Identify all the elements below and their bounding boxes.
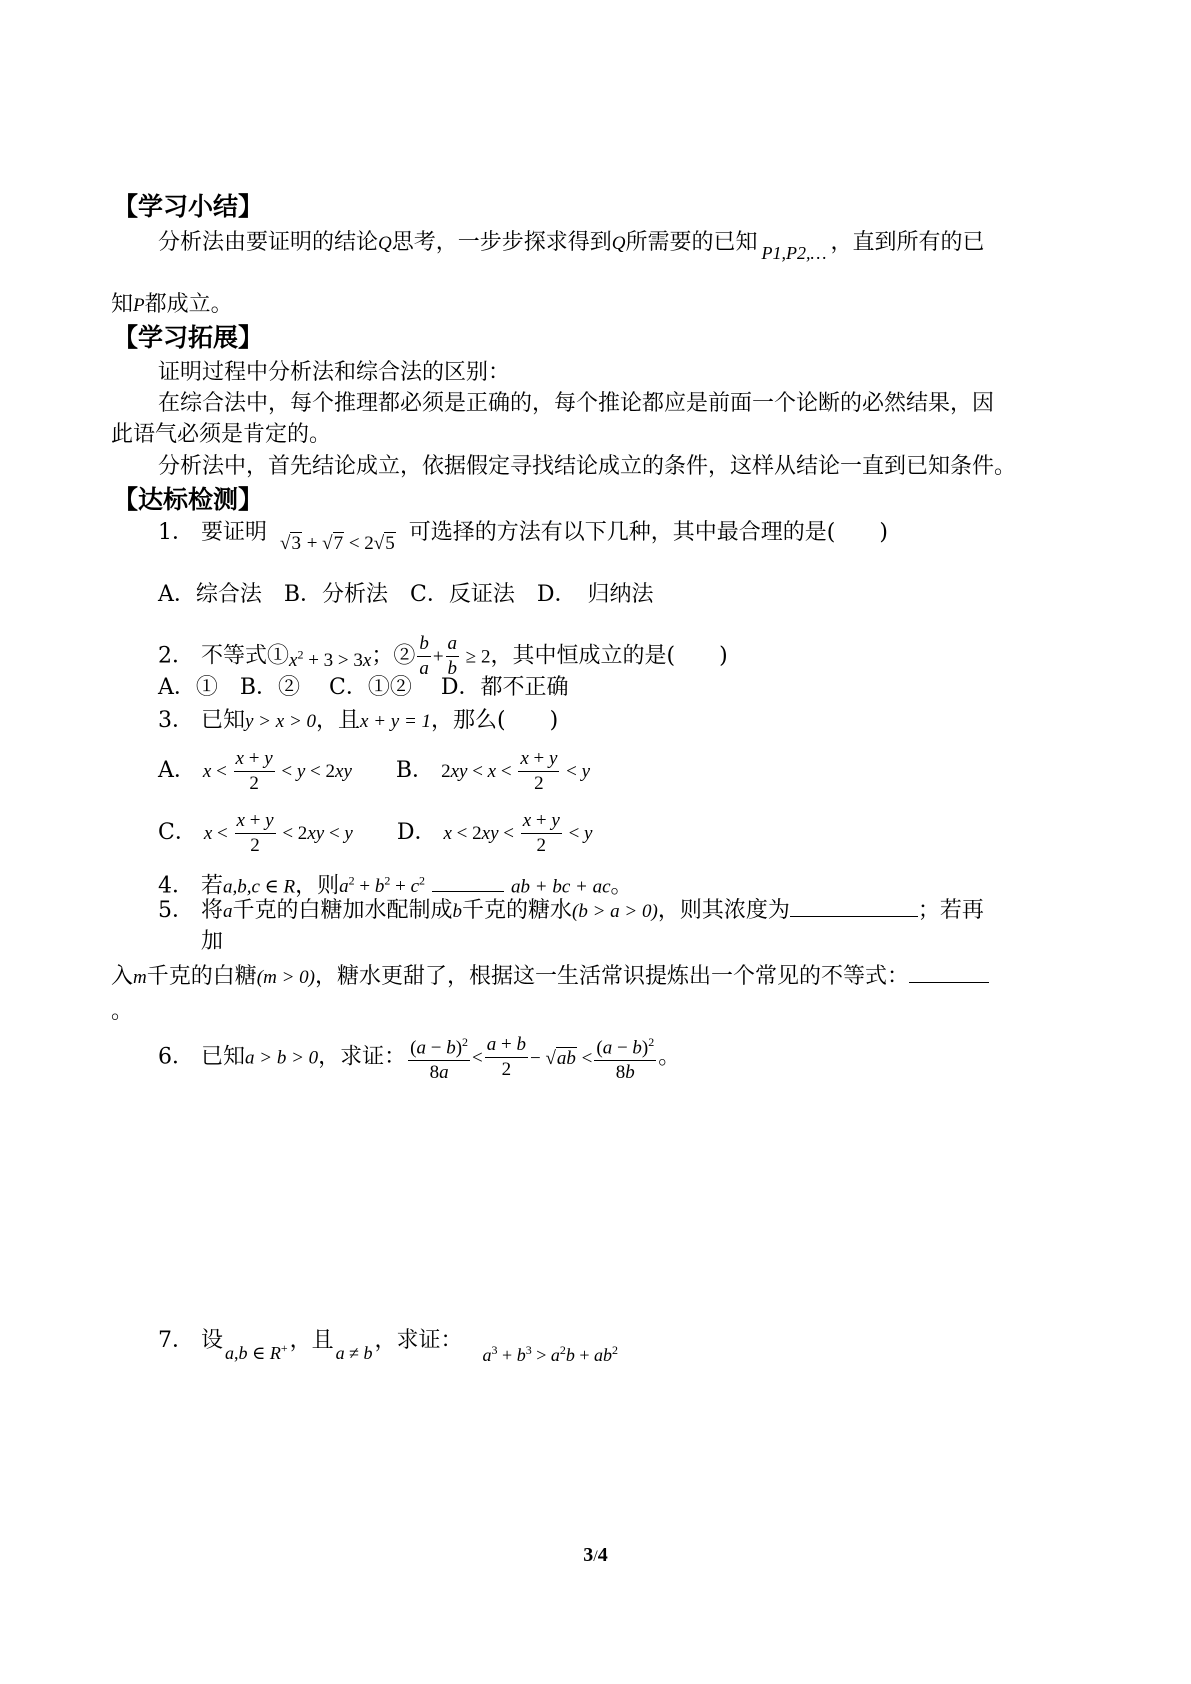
- question-1-options: A．综合法 B．分析法 C．反证法 D． 归纳法: [158, 582, 654, 607]
- text: ；若再: [917, 898, 984, 923]
- question-5-line-2: 加: [201, 929, 224, 954]
- text: 可选择的方法有以下几种，其中最合理的是( ): [408, 520, 888, 545]
- option-label: C．: [158, 820, 197, 845]
- math-m: m: [133, 967, 147, 988]
- text: 千克的白糖加水配制成: [232, 898, 453, 923]
- text: ，则: [295, 873, 340, 899]
- question-3: [158, 706, 558, 737]
- option-label: D．: [396, 820, 437, 845]
- math-q4-3: ab + bc + ac: [511, 876, 611, 898]
- text: 3． 已知: [158, 708, 245, 733]
- summary-line-2: [111, 290, 233, 321]
- extension-line-4: 分析法中，首先结论成立，依据假定寻找结论成立的条件，这样从结论一直到已知条件。: [158, 454, 1017, 479]
- math-frac: $\frac{b}{a}$: [419, 632, 429, 679]
- text: 6． 已知: [158, 1044, 245, 1070]
- math-frac: $\frac{(a - b)^2}{8b}$: [594, 1030, 656, 1085]
- text: 。: [610, 873, 633, 899]
- math-q6-1: a > b > 0: [245, 1047, 319, 1069]
- text: ，且: [289, 1328, 334, 1353]
- text: ，那么( ): [431, 708, 559, 733]
- math-frac: $\frac{a + b}{2}$: [486, 1034, 526, 1081]
- text: ，求证：: [374, 1328, 463, 1353]
- page-separator: /: [593, 1548, 598, 1565]
- math-condition: (m > 0): [256, 967, 315, 988]
- summary-heading: 【学习小结】: [113, 192, 264, 221]
- question-3-options-cd: C． x < $\frac{x + y}{2}$ < 2xy < y D． x < 2xy < $\frac{x + y}{2}$ < y: [158, 809, 593, 856]
- math-q: Q: [611, 233, 626, 254]
- question-2: 2． 不等式$①x^2 + 3 > 3x$；② $\frac{b}{a}$ + $\frac{a}{b}$ ≥ 2，其中恒成立的是( ): [158, 632, 728, 679]
- question-5-line-4: 。: [111, 999, 134, 1024]
- text: ，直到所有的已: [830, 230, 985, 255]
- page-current: 3: [583, 1544, 594, 1566]
- text: ，则其浓度为: [657, 898, 790, 923]
- math-p: P: [133, 295, 145, 316]
- summary-line-1: [158, 228, 985, 263]
- text: 分析法由要证明的结论: [158, 230, 379, 255]
- question-3-options-ab: A． x < $\frac{x + y}{2}$ < y < 2xy B． 2xy < x < $\frac{x + y}{2}$ < y: [158, 747, 591, 794]
- text: 2． 不等式①: [158, 643, 289, 669]
- question-2-options: A．① B．② C．①② D．都不正确: [158, 675, 569, 700]
- text: 7． 设: [158, 1328, 223, 1353]
- math-b: b: [452, 901, 463, 922]
- text: ，其中恒成立的是( ): [490, 643, 728, 669]
- math-q2-1: $x^2 + 3 > 3x$: [289, 648, 372, 672]
- math-q3-1: y > x > 0: [245, 711, 317, 732]
- math-condition: (b > a > 0): [572, 901, 658, 922]
- text: 千克的糖水: [462, 898, 573, 923]
- test-heading: 【达标检测】: [113, 485, 264, 514]
- math-q7-2: a ≠ b: [335, 1343, 373, 1363]
- extension-line-2: 在综合法中，每个推理都必须是正确的，每个推论都应是前面一个论断的必然结果，因: [158, 391, 995, 416]
- text: 都成立。: [144, 292, 233, 317]
- page-total: 4: [597, 1544, 608, 1566]
- text: ，求证：: [318, 1044, 407, 1070]
- text: 思考，一步步探求得到: [391, 230, 612, 255]
- math-q3-2: x + y = 1: [360, 711, 432, 732]
- text: ，且: [316, 708, 361, 733]
- math-frac: $\frac{(a - b)^2}{8a}$: [408, 1030, 470, 1085]
- text: 入: [111, 964, 134, 989]
- text: 5． 将: [158, 898, 223, 923]
- text: 所需要的已知: [625, 230, 758, 255]
- math-q7-3: a3 + b3 > a2b + ab2: [482, 1343, 618, 1365]
- extension-heading: 【学习拓展】: [113, 323, 264, 352]
- text: 知: [111, 292, 134, 317]
- text: ；②: [371, 643, 416, 669]
- math-q: Q: [378, 233, 392, 254]
- text: 千克的白糖: [146, 964, 257, 989]
- math-q4-1: a,b,c ∈ R: [223, 876, 296, 898]
- text: 4． 若: [158, 873, 223, 899]
- text: 。: [658, 1044, 681, 1070]
- text: ，糖水更甜了，根据这一生活常识提炼出一个常见的不等式：: [314, 964, 909, 989]
- math-frac: $\frac{a}{b}$: [447, 632, 458, 679]
- extension-line-1: 证明过程中分析法和综合法的区别：: [158, 360, 511, 385]
- math-q1: √3 + √7 < 2√5: [280, 533, 395, 554]
- text: 1． 要证明: [158, 520, 267, 545]
- answer-blank[interactable]: [432, 891, 504, 892]
- question-7: [158, 1321, 618, 1365]
- math-q7-1: a,b ∈ R+: [225, 1341, 288, 1363]
- extension-line-3: 此语气必须是肯定的。: [111, 422, 332, 447]
- question-1: [158, 518, 888, 554]
- option-label: A．: [158, 758, 196, 783]
- math-q4-2: $a^2 + b^2 + c^2$: [339, 874, 425, 898]
- page-number: [0, 1544, 1191, 1567]
- question-6: 6． 已知a > b > 0，求证： $\frac{(a - b)^2}{8a}$ < $\frac{a + b}{2}$ − √ab < $\frac{(a - b)^2}{8b}$ 。: [158, 1030, 680, 1086]
- question-5-line-3: [111, 962, 989, 993]
- math-a: a: [223, 901, 233, 922]
- answer-blank[interactable]: [909, 982, 989, 983]
- answer-blank[interactable]: [790, 916, 918, 917]
- math-p-sequence: P1,P2,…: [761, 243, 827, 263]
- option-label: B．: [395, 758, 435, 783]
- question-5: [158, 896, 984, 927]
